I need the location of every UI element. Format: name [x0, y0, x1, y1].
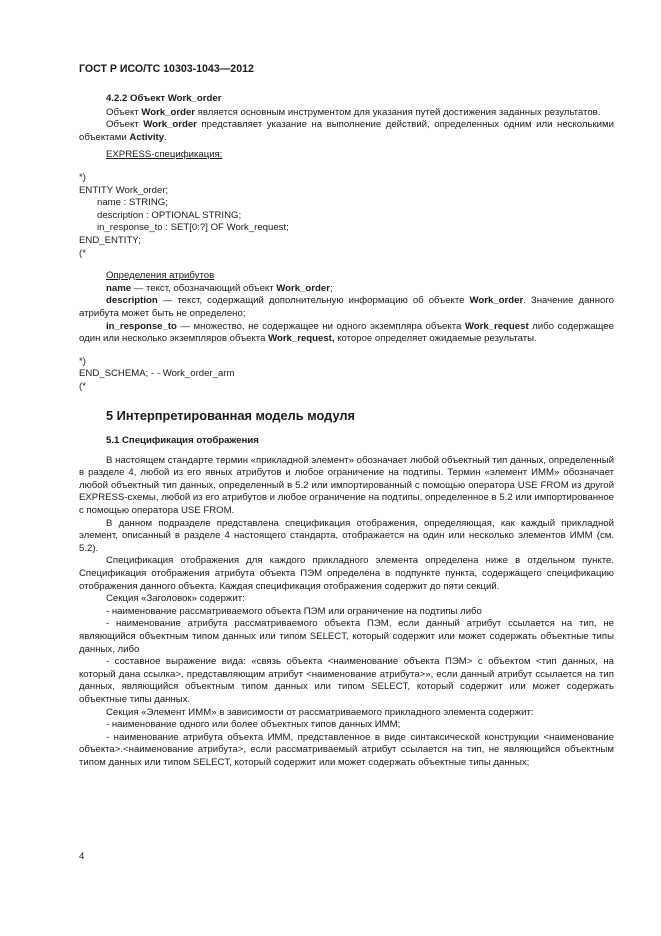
- code-line: END_ENTITY;: [79, 234, 141, 246]
- entity-name: Work_order: [143, 119, 197, 131]
- attributes-label: Определения атрибутов: [106, 270, 215, 282]
- paragraph: Секция «Заголовок» содержит:: [106, 593, 245, 605]
- document-header: ГОСТ Р ИСО/ТС 10303-1043—2012: [79, 63, 254, 75]
- code-line: (*: [79, 247, 86, 259]
- code-line: in_response_to : SET[0:?] OF Work_request;: [97, 222, 289, 234]
- paragraph: Объект Work_order является основным инструментом для указания путей достижения заданных результатов.: [106, 106, 601, 118]
- paragraph: Спецификация отображения для каждого прикладного элемента определена ниже в отдельном пункте. Спецификация отображения атрибута объекта ПЭМ определена в подпункте пункта, содержащего спецификацию отображения данного объекта. Каждая спецификация отображения содержит до пяти секций.: [79, 555, 614, 592]
- list-item: - составное выражение вида: «связь объекта <наименование объекта ПЭМ> с объектом <тип данных, на который дана ссылка>, представляющим атрибут <наименование атрибута>», если данный атрибут ссылается на тип данных, являющийся объектным типом данных или типом SELECT, который содержит или может содержать объектные типы данных.: [79, 656, 614, 705]
- page-number: 4: [79, 851, 85, 862]
- code-line: END_SCHEMA; - - Work_order_arm: [79, 368, 235, 380]
- list-item: - наименование одного или более объектных типов данных ИММ;: [106, 719, 401, 731]
- code-line: *): [79, 171, 86, 183]
- paragraph: В настоящем стандарте термин «прикладной элемент» обозначает любой объектный тип данных, определенный в разделе 4, любой из его явных атрибутов и любое ограничение на подтипы. Термин «элемент ИММ» обозначает любой объектный тип данных, определенный в 5.2 или импортированный с помощью оператора USE FROM из другой EXPRESS-схемы, любой из его атрибутов и любое ограничение на подтипы, определенное в 5.2 или импортированное с помощью оператора USE FROM.: [79, 454, 614, 517]
- entity-name: Activity: [129, 131, 165, 143]
- paragraph: В данном подразделе представлена спецификация отображения, определяющая, как каждый прикладной элемент, описанный в разделе 4 настоящего стандарта, отображается на один или несколько элементов ИММ (см. 5.2).: [79, 517, 614, 554]
- code-line: (*: [79, 380, 86, 392]
- code-line: description : OPTIONAL STRING;: [97, 209, 242, 221]
- section-heading-4-2-2: 4.2.2 Объект Work_order: [106, 93, 222, 104]
- express-label: EXPRESS-спецификация:: [106, 149, 223, 161]
- entity-name: Work_order: [141, 106, 196, 118]
- page-content: [79, 93, 614, 770]
- paragraph: Объект Work_order представляет указание на выполнение действий, определенных одним или несколькими объектами Activity.: [79, 119, 615, 143]
- code-line: *): [79, 355, 86, 367]
- attribute-definition-description: description — текст, содержащий дополнительную информацию об объекте Work_order. Значение данного атрибута может быть не определено;: [79, 295, 614, 319]
- paragraph: Секция «Элемент ИММ» в зависимости от рассматриваемого прикладного элемента содержит:: [106, 706, 534, 718]
- code-line: ENTITY Work_order;: [79, 184, 169, 196]
- attribute-definition-in-response-to: in_response_to — множество, не содержащее ни одного экземпляра объекта Work_request либо содержащее один или несколько экземпляров объекта Work_request, которое определяет ожидаемые результаты.: [79, 320, 614, 345]
- list-item: - наименование атрибута объекта ИММ, представленное в виде синтаксической конструкции <наименование объекта>.<наименование атрибута>, если рассматриваемый атрибут ссылается на тип, не являющийся объектным типом данных или типом SELECT, который содержит или может содержать объектные типы данных;: [79, 731, 614, 768]
- section-heading-5: 5 Интерпретированная модель модуля: [106, 408, 355, 424]
- list-item: - наименование рассматриваемого объекта ПЭМ или ограничение на подтипы либо: [106, 605, 482, 617]
- section-heading-5-1: 5.1 Спецификация отображения: [106, 435, 259, 447]
- attribute-definition-name: name — текст, обозначающий объект Work_order;: [106, 282, 333, 294]
- code-line: name : STRING;: [97, 197, 168, 209]
- list-item: - наименование атрибута рассматриваемого объекта ПЭМ, если данный атрибут ссылается на тип, не являющийся объектным типом данных или типом SELECT, который содержит или может содержать объектные типы данных, либо: [79, 618, 614, 655]
